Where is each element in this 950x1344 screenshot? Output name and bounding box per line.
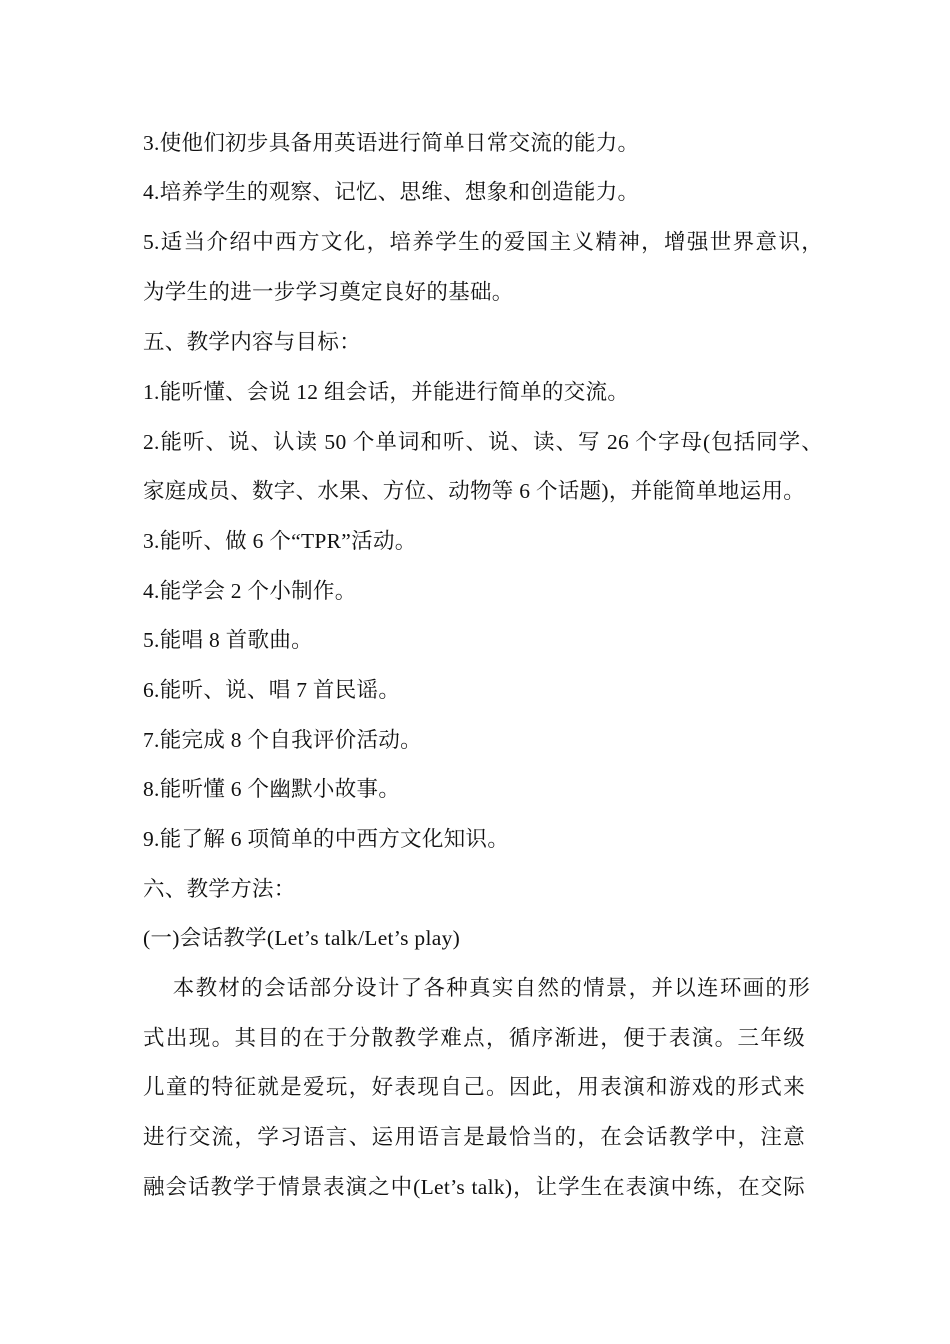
section-heading-content-goals: 五、教学内容与目标： (143, 330, 362, 354)
section-heading-methods: 六、教学方法： (143, 877, 296, 901)
paragraph-line-5: 融会话教学于情景表演之中(Let’s talk)，让学生在表演中练，在交际 (143, 1175, 805, 1199)
paragraph-line-1: 本教材的会话部分设计了各种真实自然的情景，并以连环画的形 (150, 976, 810, 1000)
goal-item-1: 1.能听懂、会说 12 组会话，并能进行简单的交流。 (143, 380, 630, 404)
paragraph-line-3: 儿童的特征就是爱玩，好表现自己。因此，用表演和游戏的形式来 (143, 1075, 805, 1099)
paragraph-line-4: 进行交流，学习语言、运用语言是最恰当的，在会话教学中，注意 (143, 1125, 805, 1149)
goal-item-5: 5.能唱 8 首歌曲。 (143, 628, 313, 652)
goal-item-7: 7.能完成 8 个自我评价活动。 (143, 728, 422, 752)
goal-item-8: 8.能听懂 6 个幽默小故事。 (143, 777, 401, 801)
goal-item-2-cont: 家庭成员、数字、水果、方位、动物等 6 个话题)，并能简单地运用。 (143, 479, 806, 503)
goal-item-4: 4.能学会 2 个小制作。 (143, 579, 357, 603)
objective-line-5-cont: 为学生的进一步学习奠定良好的基础。 (143, 280, 514, 304)
objective-line-5: 5.适当介绍中西方文化，培养学生的爱国主义精神，增强世界意识， (143, 230, 823, 254)
goal-item-3: 3.能听、做 6 个“TPR”活动。 (143, 529, 417, 553)
goal-item-2: 2.能听、说、认读 50 个单词和听、说、读、写 26 个字母(包括同学、 (143, 430, 823, 454)
paragraph-line-2: 式出现。其目的在于分散教学难点，循序渐进，便于表演。三年级 (143, 1026, 805, 1050)
objective-line-3: 3.使他们初步具备用英语进行简单日常交流的能力。 (143, 131, 640, 155)
objective-line-4: 4.培养学生的观察、记忆、思维、想象和创造能力。 (143, 180, 640, 204)
goal-item-6: 6.能听、说、唱 7 首民谣。 (143, 678, 401, 702)
subsection-heading-dialogue: (一)会话教学(Let’s talk/Let’s play) (143, 926, 461, 950)
goal-item-9: 9.能了解 6 项简单的中西方文化知识。 (143, 827, 510, 851)
